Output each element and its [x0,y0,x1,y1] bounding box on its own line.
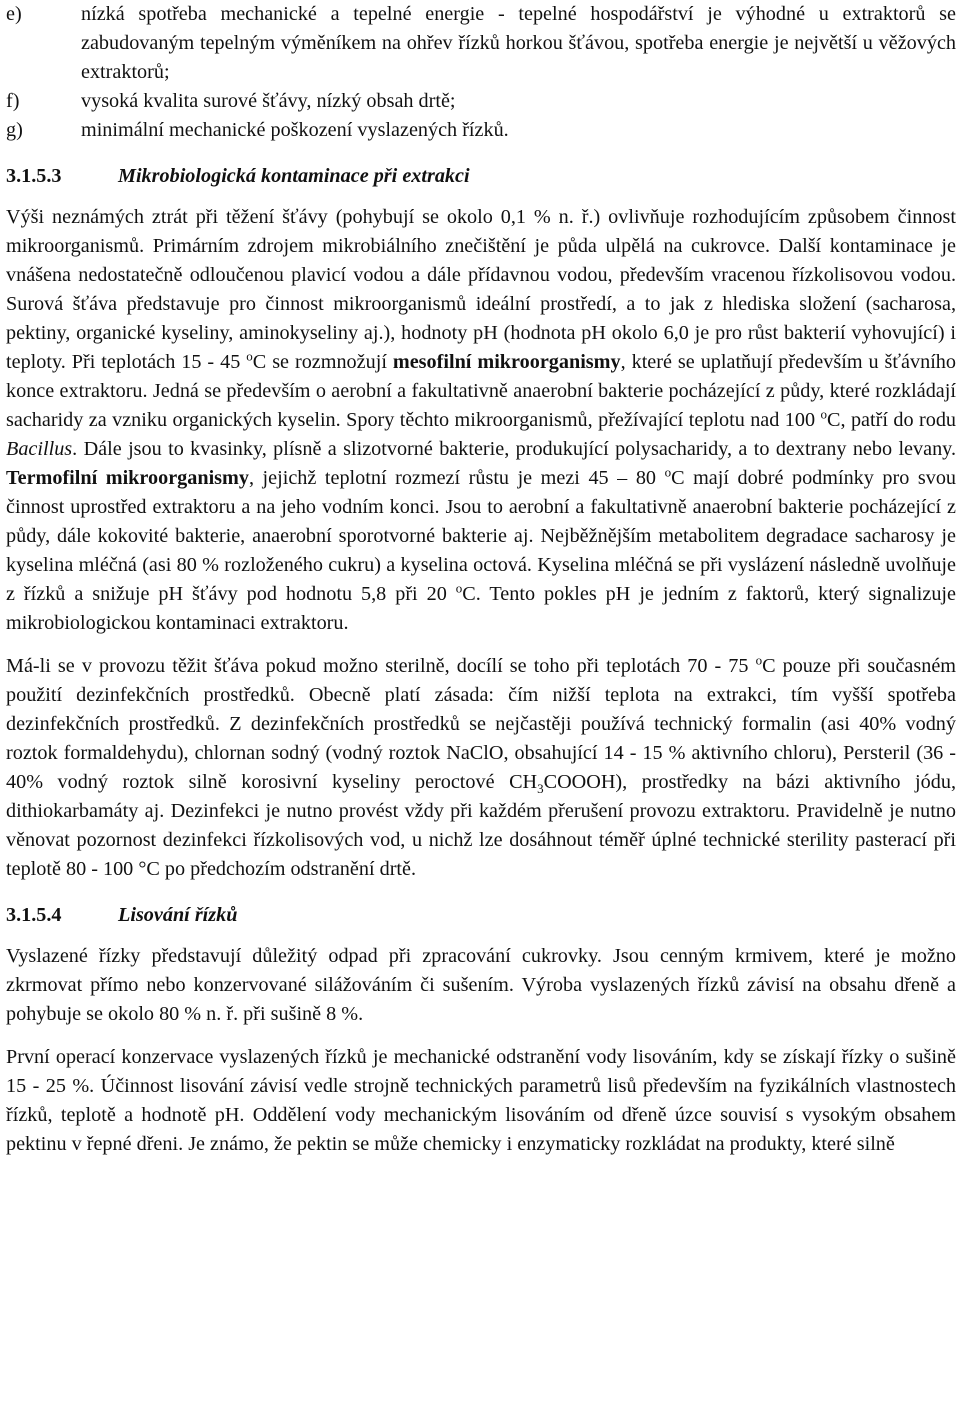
list-item [6,87,956,116]
superscript: o [755,652,763,668]
subscript: 3 [537,781,544,797]
list-marker: e) [6,3,22,25]
section-heading [6,901,956,930]
list-marker: g) [6,119,23,141]
list-item-text: minimální mechanické poškození vyslazených řízků. [81,119,509,141]
text: C. Tento pokles pH je jedním z faktorů, který signalizuje mikrobiologickou kontaminaci extraktoru. [6,583,956,634]
list-item [6,116,956,145]
paragraph [6,203,956,638]
superscript: o [455,580,463,596]
section-heading [6,162,956,191]
text: C mají dobré podmínky pro svou činnost uprostřed extraktoru a na jeho vodním konci. Jsou to aerobní a fakultativně anaerobní bakterie pocházející z půdy, dále kokovité bakterie, anaerobní sporotvorné bakterie aj. Nejběžnějším metabolitem degradace sacharosy je kyselina mléčná (asi 80 % rozloženého cukru) a kyselina octová. Kyselina mléčná se při vyslázení následně uvolňuje z řízků a snižuje pH šťávy pod hodnotu 5,8 při 20 [6,467,957,605]
bold-term: mesofilní mikroorganismy [392,351,621,373]
section-number: 3.1.5.4 [6,904,62,926]
list-item [6,0,956,87]
text: C, patří do rodu [827,409,957,431]
superscript: o [664,464,672,480]
italic-term: Bacillus [6,438,73,460]
paragraph: Vyslazené řízky představují důležitý odpad při zpracování cukrovky. Jsou cenným krmivem, které je možno zkrmovat přímo nebo konzervované silážováním či sušením. Výroba vyslazených řízků závisí na obsahu dřeně a pohybuje se okolo 80 % n. ř. při sušině 8 %. [6,945,956,1025]
superscript: o [820,406,828,422]
superscript: o [246,348,253,364]
text: COOOH), prostředky na bázi aktivního jódu, dithiokarbamáty aj. Dezinfekci je nutno provést vždy při každém přerušení provozu extraktoru. Pravidelně je nutno věnovat pozornost dezinfekci řízkolisových vod, u nichž lze dosáhnout téměř úplné technické sterility pasterací při teplotě 80 - 100 °C po předchozím odstranění drtě. [6,771,956,880]
text: Výši neznámých ztrát při těžení šťávy (pohybují se okolo 0,1 % n. ř.) ovlivňuje rozhodujícím způsobem činnost mikroorganismů. Primárním zdrojem mikrobiálního znečištění je půda ulpělá na cukrovce. Další kontaminace je vnášena nedostatečně odloučenou plavicí vodou a dále přídavnou vodou, především vracenou řízkolisovou vodou. Surová šťáva představuje pro činnost mikroorganismů ideální prostředí, a to jak z hlediska složení (sacharosa, pektiny, organické kyseliny, aminokyseliny aj.), hodnoty pH (hodnota pH okolo 6,0 je pro růst bakterií vyhovující) i teploty. Při teplotách 15 - 45 [6,206,956,373]
text: , jejichž teplotní rozmezí růstu je mezi 45 – 80 [248,467,665,489]
text: C pouze při současném použití dezinfekčních prostředků. Obecně platí zásada: čím nižší teplota na extrakci, tím vyšší spotřeba dezinfekčních prostředků. Z dezinfekčních prostředků se nejčastěji používá technický formalin (asi 40% vodný roztok formaldehydu), chlornan sodný (vodný roztok NaClO, obsahující 14 - 15 % aktivního chloru), Persteril (36 - 40% vodný roztok silně korosivní kyseliny peroctové CH [6,655,956,793]
text: Má-li se v provozu těžit šťáva pokud možno sterilně, docílí se toho při teplotách 70 - 75 [6,655,756,677]
text: C se rozmnožují [252,351,393,373]
paragraph [6,652,956,884]
bold-term: Termofilní mikroorganismy [6,467,249,489]
text: , které se uplatňují především u šťávního konce extraktoru. Jedná se především o aerobní a fakultativně anaerobní bakterie pocházející z půdy, které rozkládají sacharidy za vzniku organických kyselin. Spory těchto mikroorganismů, přežívající teplotu nad 100 [6,351,956,431]
list-item-text: nízká spotřeba mechanické a tepelné energie - tepelné hospodářství je výhodné u extraktorů se zabudovaným tepelným výměníkem na ohřev řízků horkou šťávou, spotřeba energie je největší u věžových extraktorů; [81,3,956,83]
section-number: 3.1.5.3 [6,165,62,187]
section-title: Lisování řízků [118,904,238,926]
paragraph: První operací konzervace vyslazených řízků je mechanické odstranění vody lisováním, kdy se získají řízky o sušině 15 - 25 %. Účinnost lisování závisí vedle strojně technických parametrů lisů především na fyzikálních vlastnostech řízků, teplotě a hodnotě pH. Oddělení vody mechanickým lisováním od dřeně úzce souvisí s vysokým obsahem pektinu v řepné dřeni. Je známo, že pektin se může chemicky i enzymaticky rozkládat na produkty, které silně [6,1046,956,1155]
list-item-text: vysoká kvalita surové šťávy, nízký obsah drtě; [81,90,456,112]
list-marker: f) [6,90,20,112]
text: . Dále jsou to kvasinky, plísně a slizotvorné bakterie, produkující polysacharidy, a to dextrany nebo levany. [72,438,956,460]
document-page [6,0,956,1173]
section-title: Mikrobiologická kontaminace při extrakci [118,165,470,187]
